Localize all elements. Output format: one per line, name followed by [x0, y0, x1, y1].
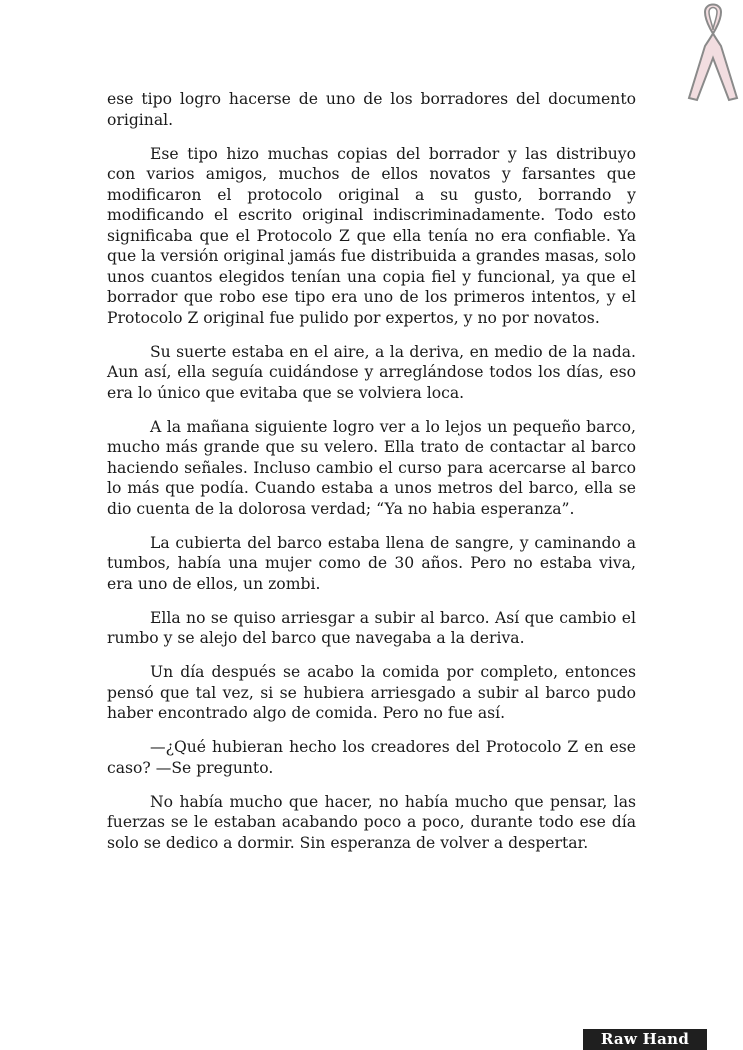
paragraph: No había mucho que hacer, no había mucho que pensar, las fuerzas se le estaban acabando poco a poco, durante todo ese día solo se dedico a dormir. Sin esperanza de volver a despertar.: [107, 792, 636, 852]
paragraph: Su suerte estaba en el aire, a la deriva, en medio de la nada. Aun así, ella seguía cuidándose y arreglándose todos los días, eso era lo único que evitaba que se volviera loca.: [107, 342, 636, 402]
awareness-ribbon-icon: [683, 0, 743, 104]
paragraph: ese tipo logro hacerse de uno de los borradores del documento original.: [107, 90, 636, 129]
paragraph: A la mañana siguiente logro ver a lo lejos un pequeño barco, mucho más grande que su velero. Ella trato de contactar al barco haciendo señales. Incluso cambio el curso para acercarse al barco lo más que podía. Cuando estaba a unos metros del barco, ella se dio cuenta de la dolorosa verdad; “Ya no habia esperanza”.: [107, 417, 636, 518]
page-body: [107, 89, 636, 867]
paragraph: La cubierta del barco estaba llena de sangre, y caminando a tumbos, había una mujer como de 30 años. Pero no estaba viva, era uno de ellos, un zombi.: [107, 533, 636, 593]
paragraph: Ese tipo hizo muchas copias del borrador y las distribuyo con varios amigos, muchos de ellos novatos y farsantes que modificaron el protocolo original a su gusto, borrando y modificando el escrito original indiscriminadamente. Todo esto significaba que el Protocolo Z que ella tenía no era confiable. Ya que la versión original jamás fue distribuida a grandes masas, solo unos cuantos elegidos tenían una copia fiel y funcional, ya que el borrador que robo ese tipo era uno de los primeros intentos, y el Protocolo Z original fue pulido por expertos, y no por novatos.: [107, 144, 636, 327]
raw-hand-watermark: Raw Hand: [583, 1029, 707, 1050]
paragraph: Ella no se quiso arriesgar a subir al barco. Así que cambio el rumbo y se alejo del barco que navegaba a la deriva.: [107, 608, 636, 647]
paragraph: —¿Qué hubieran hecho los creadores del Protocolo Z en ese caso? —Se pregunto.: [107, 738, 636, 777]
paragraph: Un día después se acabo la comida por completo, entonces pensó que tal vez, si se hubiera arriesgado a subir al barco pudo haber encontrado algo de comida. Pero no fue así.: [107, 663, 636, 722]
